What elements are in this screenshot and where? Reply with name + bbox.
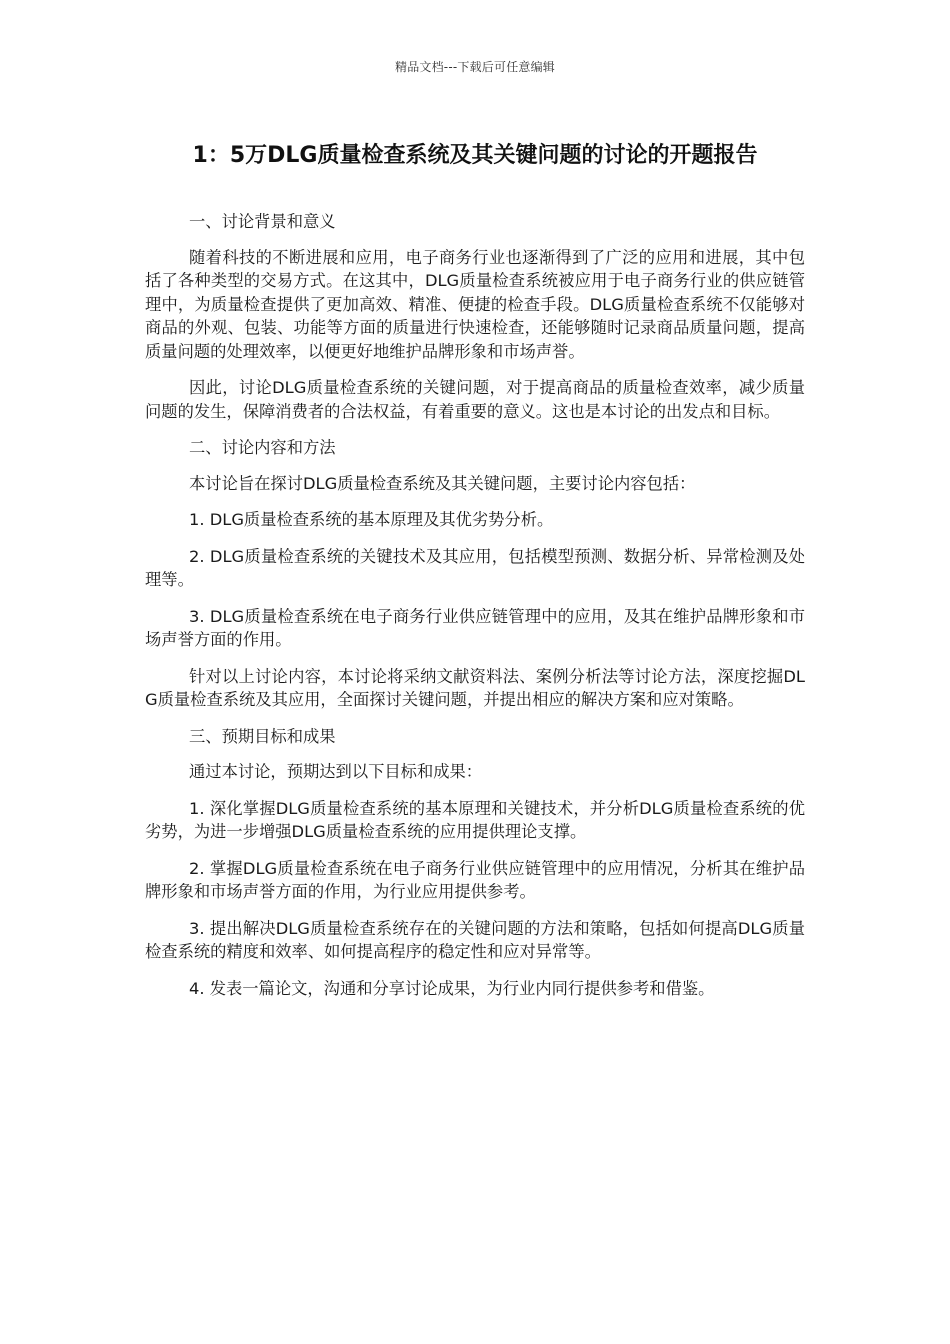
page-header: 精品文档---下载后可任意编辑 [395, 60, 555, 74]
paragraph-goals-intro: 通过本讨论，预期达到以下目标和成果： [189, 762, 483, 781]
paragraph-content-intro: 本讨论旨在探讨DLG质量检查系统及其关键问题，主要讨论内容包括： [189, 473, 696, 493]
list-item-goal-4: 4. 发表一篇论文，沟通和分享讨论成果，为行业内同行提供参考和借鉴。 [189, 978, 715, 998]
list-item-content-3: 3. DLG质量检查系统在电子商务行业供应链管理中的应用，及其在维护品牌形象和市场声誉方面的作用。 [145, 606, 805, 649]
list-item-content-2: 2. DLG质量检查系统的关键技术及其应用，包括模型预测、数据分析、异常检测及处理等。 [145, 546, 805, 589]
paragraph-background-2: 因此，讨论DLG质量检查系统的关键问题，对于提高商品的质量检查效率，减少质量问题的发生，保障消费者的合法权益，有着重要的意义。这也是本讨论的出发点和目标。 [145, 378, 805, 421]
list-item-content-1: 1. DLG质量检查系统的基本原理及其优劣势分析。 [189, 510, 554, 529]
section-heading-background: 一、讨论背景和意义 [189, 212, 336, 231]
list-item-goal-3: 3. 提出解决DLG质量检查系统存在的关键问题的方法和策略，包括如何提高DLG质量检查系统的精度和效率、如何提高程序的稳定性和应对异常等。 [145, 918, 805, 961]
document-body [145, 210, 805, 1013]
document-title: 1：5万DLG质量检查系统及其关键问题的讨论的开题报告 [192, 143, 758, 168]
section-heading-content-method: 二、讨论内容和方法 [189, 438, 336, 457]
list-item-goal-1: 1. 深化掌握DLG质量检查系统的基本原理和关键技术，并分析DLG质量检查系统的优劣势，为进一步增强DLG质量检查系统的应用提供理论支撑。 [145, 798, 805, 841]
list-item-goal-2: 2. 掌握DLG质量检查系统在电子商务行业供应链管理中的应用情况，分析其在维护品牌形象和市场声誉方面的作用，为行业应用提供参考。 [145, 858, 805, 901]
paragraph-background-1: 随着科技的不断进展和应用，电子商务行业也逐渐得到了广泛的应用和进展，其中包括了各种类型的交易方式。在这其中，DLG质量检查系统被应用于电子商务行业的供应链管理中，为质量检查提供了更加高效、精准、便捷的检查手段。DLG质量检查系统不仅能够对商品的外观、包装、功能等方面的质量进行快速检查，还能够随时记录商品质量问题，提高质量问题的处理效率，以便更好地维护品牌形象和市场声誉。 [145, 247, 805, 361]
section-heading-goals: 三、预期目标和成果 [189, 726, 336, 746]
paragraph-method: 针对以上讨论内容，本讨论将采纳文献资料法、案例分析法等讨论方法，深度挖掘DLG质量检查系统及其应用，全面探讨关键问题，并提出相应的解决方案和应对策略。 [145, 666, 805, 709]
